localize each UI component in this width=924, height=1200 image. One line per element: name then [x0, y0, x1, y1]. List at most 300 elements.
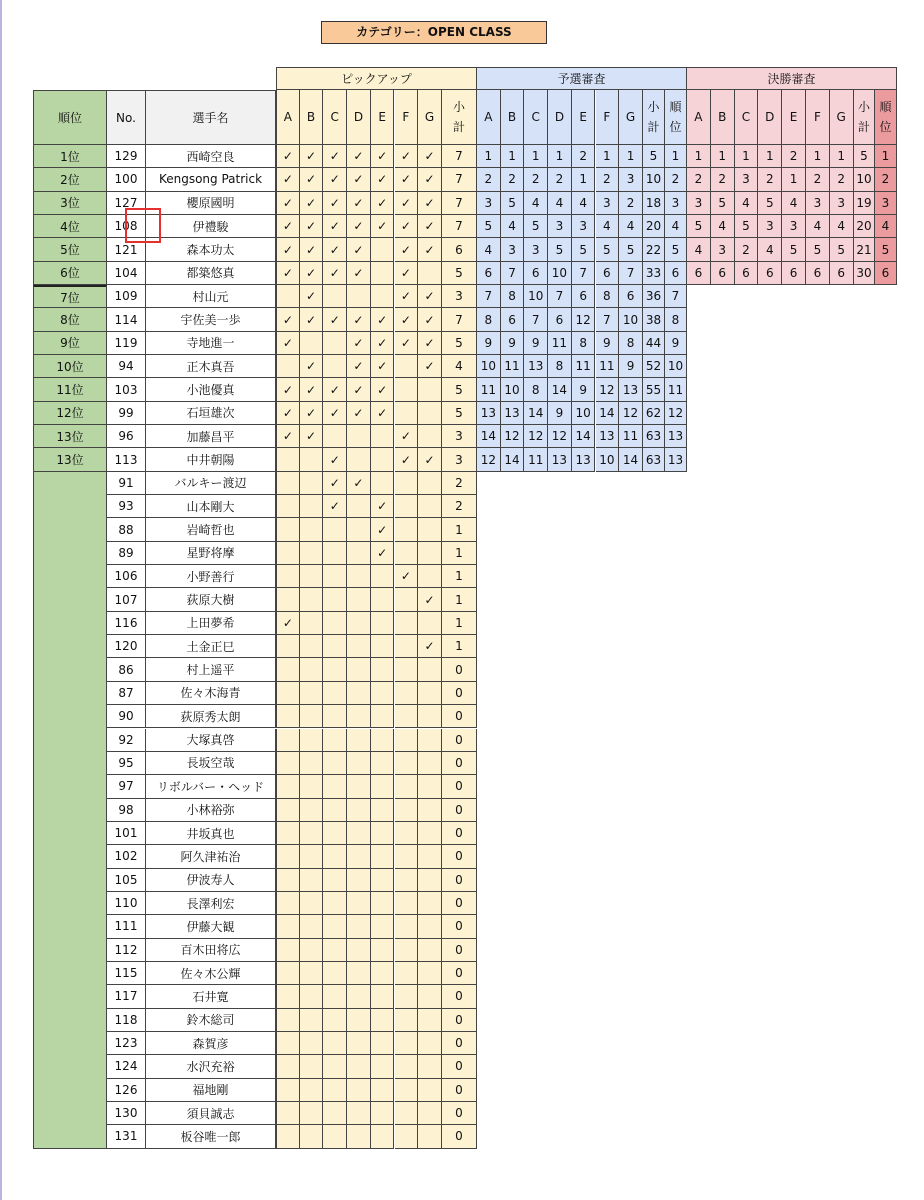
pickup-empty: [276, 939, 300, 962]
pickup-check: ✓: [323, 215, 347, 238]
pickup-total: 2: [442, 495, 477, 518]
pickup-empty: [418, 705, 442, 728]
pickup-check: ✓: [395, 168, 419, 191]
pickup-empty: [300, 799, 324, 822]
pickup-total: 1: [442, 635, 477, 658]
pickup-empty: [276, 869, 300, 892]
pickup-empty: [276, 518, 300, 541]
pickup-empty: [276, 962, 300, 985]
prelim-judge-header: F: [596, 90, 620, 145]
athlete-name: 伊藤大観: [146, 915, 276, 938]
final-score: 1: [830, 145, 854, 168]
pickup-check: ✓: [276, 262, 300, 285]
pickup-check: ✓: [347, 215, 371, 238]
prelim-score: 14: [619, 448, 643, 471]
athlete-name: 小林裕弥: [146, 799, 276, 822]
pickup-total: 2: [442, 472, 477, 495]
final-judge-header: B: [711, 90, 735, 145]
prelim-score: 7: [524, 308, 548, 331]
prelim-score: 14: [572, 425, 596, 448]
pickup-empty: [371, 1055, 395, 1078]
pickup-check: ✓: [300, 168, 324, 191]
prelim-score: 8: [477, 308, 501, 331]
pickup-empty: [371, 729, 395, 752]
pickup-empty: [323, 355, 347, 378]
prelim-score: 3: [524, 238, 548, 261]
pickup-total: 0: [442, 915, 477, 938]
prelim-judge-header: E: [572, 90, 596, 145]
pickup-empty: [395, 588, 419, 611]
pickup-empty: [300, 588, 324, 611]
athlete-name: 山本剛大: [146, 495, 276, 518]
final-score: 4: [782, 192, 806, 215]
prelim-subtotal: 44: [643, 332, 665, 355]
final-score: 3: [830, 192, 854, 215]
pickup-empty: [395, 1055, 419, 1078]
pickup-judge-header: C: [323, 90, 347, 145]
prelim-score: 8: [548, 355, 572, 378]
prelim-score: 12: [548, 425, 572, 448]
pickup-total: 0: [442, 1125, 477, 1148]
final-subtotal: 19: [854, 192, 875, 215]
pickup-check: ✓: [276, 612, 300, 635]
pickup-check: ✓: [276, 425, 300, 448]
pickup-check: ✓: [276, 402, 300, 425]
pickup-check: ✓: [300, 285, 324, 308]
pickup-total: 0: [442, 962, 477, 985]
pickup-empty: [395, 355, 419, 378]
final-rank-header-part: 位: [879, 120, 892, 134]
pickup-check: ✓: [347, 355, 371, 378]
pickup-empty: [371, 1009, 395, 1032]
pickup-check: ✓: [371, 378, 395, 401]
athlete-number: 102: [107, 845, 146, 868]
pickup-empty: [395, 1032, 419, 1055]
pickup-empty: [323, 752, 347, 775]
pickup-check: ✓: [418, 588, 442, 611]
pickup-empty: [323, 682, 347, 705]
pickup-empty: [276, 892, 300, 915]
pickup-empty: [395, 1009, 419, 1032]
pickup-check: ✓: [276, 308, 300, 331]
pickup-total: 1: [442, 612, 477, 635]
pickup-empty: [395, 612, 419, 635]
athlete-name: 水沢充裕: [146, 1055, 276, 1078]
pickup-check: ✓: [395, 332, 419, 355]
pickup-check: ✓: [347, 145, 371, 168]
pickup-check: ✓: [300, 238, 324, 261]
prelim-rank: 10: [665, 355, 687, 378]
prelim-subtotal: 36: [643, 285, 665, 308]
prelim-score: 9: [572, 378, 596, 401]
pickup-empty: [395, 705, 419, 728]
pickup-empty: [347, 822, 371, 845]
athlete-number: 112: [107, 939, 146, 962]
final-score: 2: [782, 145, 806, 168]
prelim-rank-header: [665, 90, 687, 145]
pickup-check: ✓: [395, 448, 419, 471]
pickup-total: 0: [442, 1079, 477, 1102]
pickup-empty: [276, 542, 300, 565]
pickup-empty: [347, 565, 371, 588]
pickup-total: 0: [442, 892, 477, 915]
prelim-score: 13: [619, 378, 643, 401]
pickup-check: ✓: [371, 518, 395, 541]
pickup-empty: [395, 822, 419, 845]
pickup-empty: [371, 752, 395, 775]
athlete-name: 井坂真也: [146, 822, 276, 845]
athlete-name: 荻原大樹: [146, 588, 276, 611]
pickup-check: ✓: [418, 635, 442, 658]
athlete-name: 村山元: [146, 285, 276, 308]
final-score: 5: [806, 238, 830, 261]
pickup-total: 7: [442, 215, 477, 238]
pickup-empty: [371, 448, 395, 471]
pickup-check: ✓: [418, 448, 442, 471]
rank-cell: 12位: [33, 402, 107, 425]
final-score: 2: [830, 168, 854, 191]
pickup-empty: [371, 1102, 395, 1125]
pickup-empty: [395, 799, 419, 822]
prelim-judge-header: D: [548, 90, 572, 145]
pickup-empty: [418, 612, 442, 635]
prelim-score: 9: [548, 402, 572, 425]
pickup-empty: [347, 1009, 371, 1032]
pickup-empty: [347, 705, 371, 728]
prelim-score: 3: [572, 215, 596, 238]
prelim-judge-header: C: [524, 90, 548, 145]
final-rank: 3: [875, 192, 897, 215]
pickup-total: 0: [442, 705, 477, 728]
athlete-name: 大塚真啓: [146, 729, 276, 752]
prelim-subtotal: 18: [643, 192, 665, 215]
pickup-empty: [418, 682, 442, 705]
pickup-empty: [300, 682, 324, 705]
prelim-score: 6: [524, 262, 548, 285]
athlete-name: 伊禮駿: [146, 215, 276, 238]
pickup-empty: [395, 962, 419, 985]
pickup-empty: [276, 495, 300, 518]
prelim-subtotal: 20: [643, 215, 665, 238]
prelim-score: 6: [477, 262, 501, 285]
final-score: 5: [735, 215, 759, 238]
prelim-score: 11: [501, 355, 525, 378]
pickup-empty: [347, 1055, 371, 1078]
pickup-check: ✓: [276, 192, 300, 215]
final-rank-header-part: 順: [879, 100, 892, 114]
pickup-check: ✓: [395, 565, 419, 588]
final-score: 1: [758, 145, 782, 168]
pickup-judge-header: D: [347, 90, 371, 145]
pickup-check: ✓: [300, 215, 324, 238]
pickup-empty: [418, 799, 442, 822]
pickup-total: 0: [442, 845, 477, 868]
athlete-name: 佐々木公輝: [146, 962, 276, 985]
athlete-number: 130: [107, 1102, 146, 1125]
final-score: 1: [806, 145, 830, 168]
pickup-empty: [300, 915, 324, 938]
prelim-score: 10: [477, 355, 501, 378]
pickup-empty: [276, 1102, 300, 1125]
pickup-total: 0: [442, 658, 477, 681]
pickup-empty: [276, 915, 300, 938]
final-subtotal-header-part: 小: [857, 100, 870, 114]
athlete-name: 森賀彦: [146, 1032, 276, 1055]
final-rank: 1: [875, 145, 897, 168]
pickup-check: ✓: [300, 192, 324, 215]
athlete-name: 百木田将広: [146, 939, 276, 962]
pickup-empty: [395, 378, 419, 401]
highlight-box: [125, 208, 161, 243]
pickup-empty: [347, 448, 371, 471]
prelim-score: 14: [524, 402, 548, 425]
prelim-rank-header-part: 位: [669, 120, 682, 134]
athlete-name: 小池優真: [146, 378, 276, 401]
pickup-check: ✓: [300, 378, 324, 401]
pickup-empty: [347, 775, 371, 798]
pickup-empty: [371, 1079, 395, 1102]
prelim-score: 5: [548, 238, 572, 261]
pickup-empty: [276, 285, 300, 308]
pickup-empty: [347, 285, 371, 308]
prelim-group-header: 予選審査: [477, 67, 687, 90]
pickup-empty: [418, 402, 442, 425]
prelim-subtotal-header-part: 計: [647, 120, 660, 134]
athlete-number: 120: [107, 635, 146, 658]
pickup-total: 3: [442, 425, 477, 448]
prelim-score: 2: [501, 168, 525, 191]
final-score: 2: [806, 168, 830, 191]
athlete-name: 宇佐美一歩: [146, 308, 276, 331]
final-subtotal-header: [854, 90, 875, 145]
pickup-empty: [418, 542, 442, 565]
prelim-rank: 6: [665, 262, 687, 285]
pickup-total: 0: [442, 1032, 477, 1055]
pickup-empty: [300, 985, 324, 1008]
pickup-check: ✓: [418, 355, 442, 378]
pickup-empty: [371, 799, 395, 822]
pickup-empty: [371, 822, 395, 845]
pickup-empty: [323, 822, 347, 845]
final-score: 5: [782, 238, 806, 261]
pickup-check: ✓: [276, 238, 300, 261]
athlete-number: 100: [107, 168, 146, 191]
pickup-empty: [323, 799, 347, 822]
pickup-empty: [300, 962, 324, 985]
pickup-empty: [371, 565, 395, 588]
pickup-total: 1: [442, 588, 477, 611]
athlete-number: 89: [107, 542, 146, 565]
pickup-check: ✓: [395, 192, 419, 215]
pickup-check: ✓: [300, 262, 324, 285]
pickup-empty: [418, 822, 442, 845]
pickup-total: 0: [442, 985, 477, 1008]
pickup-check: ✓: [347, 168, 371, 191]
pickup-check: ✓: [371, 332, 395, 355]
pickup-empty: [418, 845, 442, 868]
pickup-empty: [347, 1102, 371, 1125]
prelim-subtotal: 62: [643, 402, 665, 425]
athlete-name: 中井朝陽: [146, 448, 276, 471]
pickup-empty: [276, 985, 300, 1008]
pickup-check: ✓: [323, 168, 347, 191]
athlete-number: 126: [107, 1079, 146, 1102]
pickup-check: ✓: [323, 262, 347, 285]
pickup-empty: [347, 518, 371, 541]
prelim-score: 10: [572, 402, 596, 425]
pickup-empty: [395, 682, 419, 705]
final-subtotal: 30: [854, 262, 875, 285]
athlete-name: 上田夢希: [146, 612, 276, 635]
prelim-score: 4: [548, 192, 572, 215]
pickup-total: 4: [442, 355, 477, 378]
prelim-score: 13: [477, 402, 501, 425]
pickup-judge-header: B: [300, 90, 324, 145]
pickup-subtotal-header-part: 小: [452, 100, 465, 114]
pickup-check: ✓: [371, 168, 395, 191]
prelim-score: 7: [501, 262, 525, 285]
prelim-score: 3: [548, 215, 572, 238]
pickup-empty: [300, 518, 324, 541]
pickup-empty: [347, 658, 371, 681]
pickup-total: 7: [442, 308, 477, 331]
pickup-empty: [276, 845, 300, 868]
final-score: 2: [711, 168, 735, 191]
pickup-empty: [276, 658, 300, 681]
final-judge-header: A: [687, 90, 711, 145]
pickup-empty: [300, 729, 324, 752]
pickup-empty: [347, 612, 371, 635]
athlete-name: 岩崎哲也: [146, 518, 276, 541]
final-judge-header: D: [758, 90, 782, 145]
pickup-check: ✓: [418, 215, 442, 238]
prelim-score: 5: [596, 238, 620, 261]
rank-cell: 9位: [33, 332, 107, 355]
prelim-score: 3: [501, 238, 525, 261]
pickup-subtotal-header-part: 計: [452, 120, 465, 134]
pickup-empty: [347, 799, 371, 822]
athlete-number: 107: [107, 588, 146, 611]
prelim-rank: 4: [665, 215, 687, 238]
prelim-score: 10: [501, 378, 525, 401]
pickup-empty: [418, 472, 442, 495]
final-score: 6: [830, 262, 854, 285]
rank-cell: 10位: [33, 355, 107, 378]
pickup-total: 3: [442, 285, 477, 308]
athlete-name: 小野善行: [146, 565, 276, 588]
athlete-number: 88: [107, 518, 146, 541]
final-score: 3: [782, 215, 806, 238]
pickup-empty: [323, 588, 347, 611]
pickup-empty: [347, 752, 371, 775]
prelim-score: 13: [572, 448, 596, 471]
pickup-total: 0: [442, 1055, 477, 1078]
pickup-total: 1: [442, 565, 477, 588]
athlete-number: 106: [107, 565, 146, 588]
unranked-rank-cell: [33, 472, 107, 1149]
pickup-check: ✓: [418, 145, 442, 168]
pickup-empty: [418, 1032, 442, 1055]
prelim-score: 4: [501, 215, 525, 238]
pickup-empty: [418, 775, 442, 798]
pickup-check: ✓: [371, 355, 395, 378]
pickup-judge-header: F: [395, 90, 419, 145]
pickup-check: ✓: [276, 145, 300, 168]
pickup-empty: [371, 915, 395, 938]
prelim-score: 4: [524, 192, 548, 215]
pickup-empty: [418, 378, 442, 401]
pickup-empty: [418, 518, 442, 541]
pickup-empty: [347, 635, 371, 658]
pickup-empty: [323, 612, 347, 635]
final-score: 6: [711, 262, 735, 285]
pickup-empty: [300, 542, 324, 565]
pickup-empty: [371, 775, 395, 798]
final-rank: 4: [875, 215, 897, 238]
pickup-total: 0: [442, 939, 477, 962]
rank-cell: 1位: [33, 145, 107, 168]
pickup-empty: [395, 542, 419, 565]
pickup-empty: [347, 729, 371, 752]
pickup-empty: [323, 635, 347, 658]
pickup-empty: [300, 565, 324, 588]
pickup-empty: [395, 635, 419, 658]
prelim-subtotal: 33: [643, 262, 665, 285]
pickup-empty: [323, 425, 347, 448]
athlete-name: 須貝誠志: [146, 1102, 276, 1125]
pickup-empty: [323, 915, 347, 938]
pickup-check: ✓: [371, 542, 395, 565]
final-score: 2: [687, 168, 711, 191]
pickup-empty: [323, 892, 347, 915]
pickup-total: 0: [442, 752, 477, 775]
prelim-score: 10: [524, 285, 548, 308]
pickup-empty: [395, 658, 419, 681]
pickup-empty: [276, 355, 300, 378]
athlete-name: 寺地進一: [146, 332, 276, 355]
pickup-empty: [323, 1125, 347, 1148]
pickup-empty: [395, 869, 419, 892]
pickup-check: ✓: [276, 168, 300, 191]
pickup-empty: [418, 565, 442, 588]
pickup-empty: [276, 775, 300, 798]
pickup-empty: [323, 1032, 347, 1055]
pickup-empty: [347, 892, 371, 915]
athlete-number: 86: [107, 658, 146, 681]
prelim-score: 5: [524, 215, 548, 238]
pickup-empty: [418, 1055, 442, 1078]
athlete-name: 阿久津祐治: [146, 845, 276, 868]
pickup-empty: [276, 799, 300, 822]
pickup-total: 7: [442, 192, 477, 215]
pickup-empty: [300, 752, 324, 775]
pickup-empty: [371, 612, 395, 635]
prelim-score: 6: [501, 308, 525, 331]
final-score: 1: [687, 145, 711, 168]
prelim-rank: 11: [665, 378, 687, 401]
athlete-name: 土金正巳: [146, 635, 276, 658]
pickup-total: 0: [442, 729, 477, 752]
prelim-score: 14: [548, 378, 572, 401]
prelim-score: 11: [596, 355, 620, 378]
pickup-empty: [276, 472, 300, 495]
athlete-number: 105: [107, 869, 146, 892]
athlete-number: 87: [107, 682, 146, 705]
pickup-check: ✓: [371, 495, 395, 518]
prelim-rank: 1: [665, 145, 687, 168]
pickup-empty: [300, 869, 324, 892]
athlete-name: 鈴木総司: [146, 1009, 276, 1032]
